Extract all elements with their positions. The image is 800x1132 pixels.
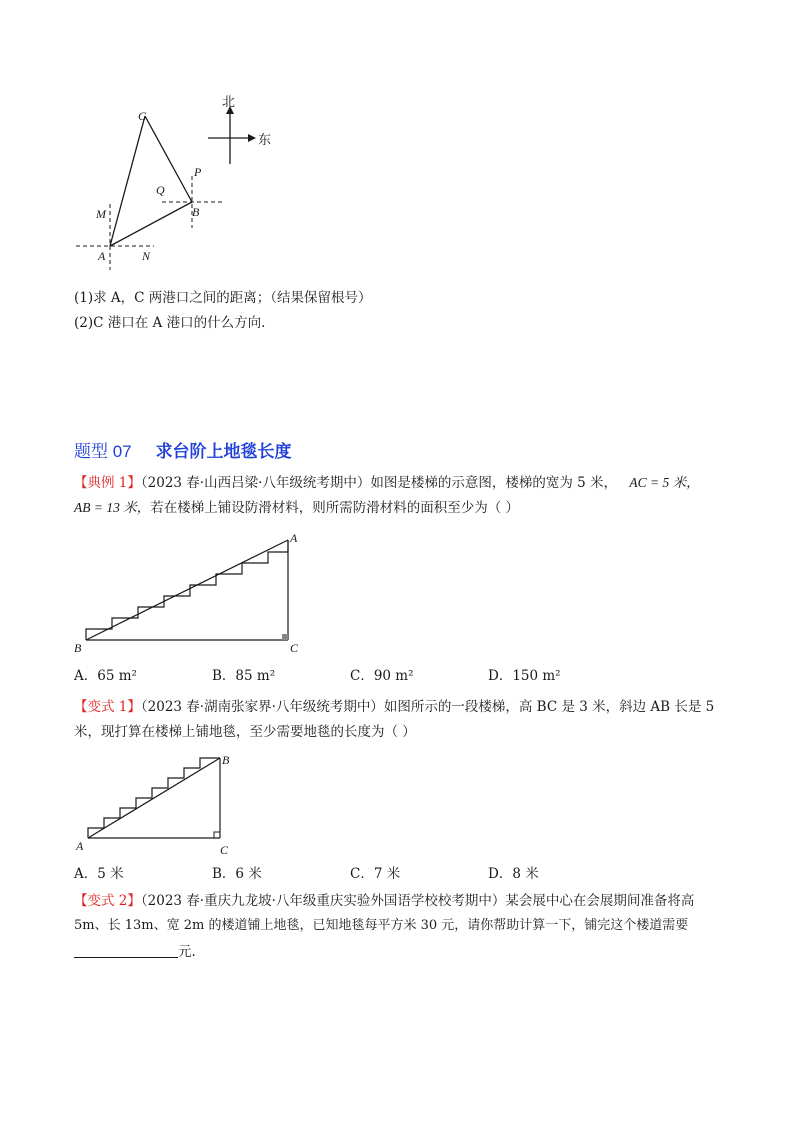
segment-ab [110,202,192,246]
east-label: 东 [258,133,272,148]
right-angle-icon [282,634,288,640]
staircase-diagram-1 [70,528,310,658]
variant1-line2: 米，现打算在楼梯上铺地毯，至少需要地毯的长度为（ ） [74,724,416,740]
variant2-line2: 5m、长 13m、宽 2m 的楼道铺上地毯，已知地毯每平方米 30 元，请你帮助计算一下，铺完这个楼道需要 [74,918,689,933]
example1-line1 [74,473,700,493]
example1-text1: （2023 春·山西吕梁·八年级统考期中）如图是楼梯的示意图，楼梯的宽为 5 米， [140,475,618,491]
harbor-diagram [70,92,280,272]
section-heading [74,437,292,462]
answer-blank[interactable] [74,943,178,958]
right-angle-icon [214,832,220,838]
variant2-text1: （2023 春·重庆九龙坡·八年级重庆实验外国语学校校考期中）某会展中心在会展期间准备将高 [140,893,695,909]
stair2-label-c: C [220,843,229,857]
variant1-choice-a: A．5 米 [74,866,124,882]
variant2-line3 [74,942,196,962]
example1-choice-c: C．90 m² [350,668,414,684]
example1-eq1: AC = 5 米， [629,475,700,490]
stair2-label-a: A [76,839,84,853]
stair1-label-c: C [290,641,299,655]
point-b-label: B [192,205,200,219]
segment-ac [110,116,145,246]
example1-choice-a: A．65 m² [74,668,137,684]
variant1-choice-c: C．7 米 [350,866,401,882]
variant2-suffix: 元. [178,944,196,960]
example1-line2 [74,498,519,518]
point-n-label: N [142,249,151,263]
point-m-label: M [96,207,106,221]
example1-eq2: AB = 13 米， [74,500,151,515]
question-part-2: (2)C 港口在 A 港口的什么方向. [74,315,266,331]
section-number: 题型 07 [74,442,132,461]
point-p-label: P [194,165,202,179]
stair2-label-b: B [222,753,230,767]
variant1-choice-d: D．8 米 [488,866,539,882]
variant1-choice-b: B．6 米 [212,866,262,882]
compass-icon [208,112,250,164]
segment-cb [145,116,192,202]
example1-choice-d: D．150 m² [488,668,561,684]
hypotenuse-ab [86,540,288,640]
stair1-label-b: B [74,641,82,655]
variant1-tag: 【变式 1】 [74,699,141,715]
example1-choice-b: B．85 m² [212,668,276,684]
staircase-diagram-2 [70,748,250,858]
east-arrow-icon [248,134,256,142]
section-title: 求台阶上地毯长度 [155,442,292,462]
question-part-1: (1)求 A，C 两港口之间的距离；（结果保留根号） [74,290,372,306]
variant1-text1: （2023 春·湖南张家界·八年级统考期中）如图所示的一段楼梯，高 BC 是 3 米，斜边 AB 长是 5 [140,699,715,715]
variant1-line1 [74,697,714,717]
hypotenuse-ab [88,758,220,838]
example1-text2: 若在楼梯上铺设防滑材料，则所需防滑材料的面积至少为（ ） [150,500,520,516]
north-label: 北 [222,95,236,110]
variant2-tag: 【变式 2】 [74,893,141,909]
stair1-label-a: A [290,531,298,545]
example1-tag: 【典例 1】 [74,475,141,491]
variant2-line1 [74,891,694,911]
point-c-label: C [138,109,147,123]
point-q-label: Q [156,183,165,197]
point-a-label: A [98,249,106,263]
